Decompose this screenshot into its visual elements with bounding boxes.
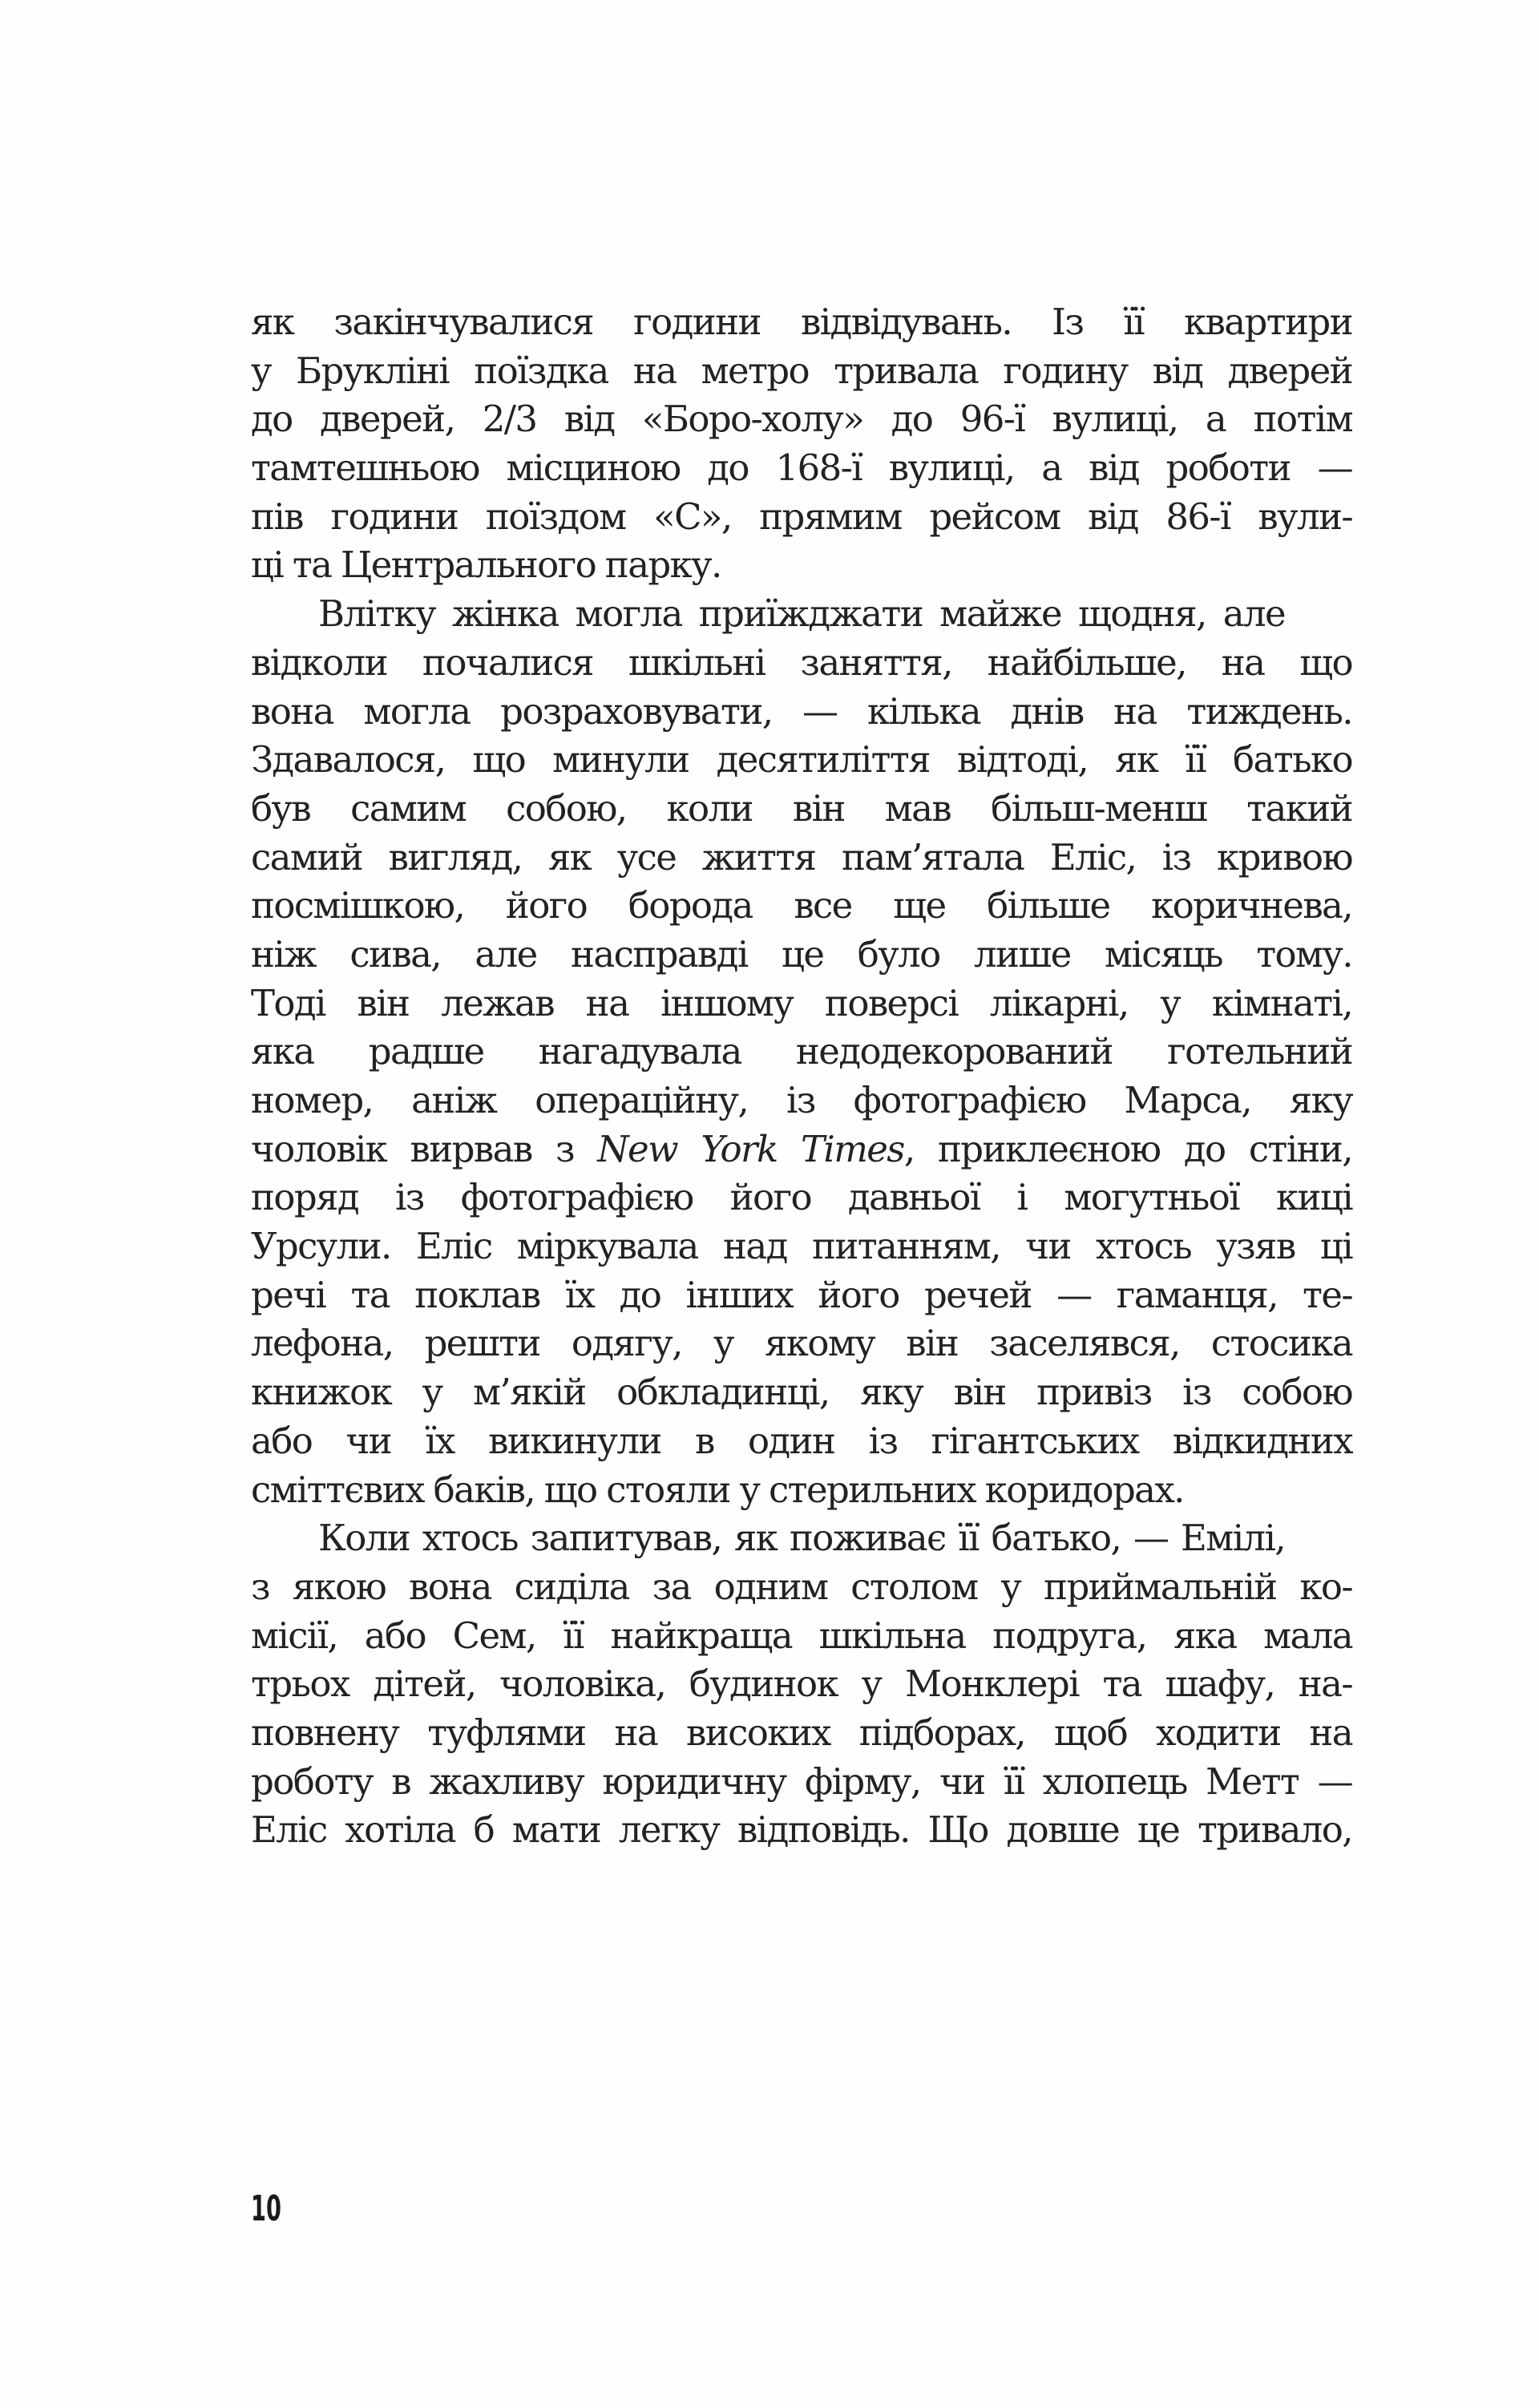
text-line: ніж сива, але насправді це було лише місяць тому. bbox=[251, 932, 1352, 976]
paragraph-3 bbox=[251, 1514, 1352, 1855]
text-line: у Брукліні поїздка на метро тривала годину від дверей bbox=[251, 349, 1352, 392]
newspaper-title: New York Times bbox=[597, 1127, 904, 1170]
text-line: лефона, решти одягу, у якому він заселявся, стосика bbox=[251, 1322, 1352, 1365]
text-line: Тоді він лежав на іншому поверсі лікарні, у кімнаті, bbox=[251, 981, 1352, 1024]
text-line: номер, аніж операційну, із фотографією Марса, яку bbox=[251, 1079, 1352, 1121]
text-line: вона могла розраховувати, — кілька днів на тиждень. bbox=[251, 689, 1352, 733]
text-line: поряд із фотографією його давньої і могутньої киці bbox=[251, 1176, 1352, 1219]
paragraph-2 bbox=[251, 590, 1352, 1514]
text-line: повнену туфлями на високих підборах, щоб ходити на bbox=[251, 1711, 1352, 1754]
text-line: з якою вона сиділа за одним столом у приймальній ко- bbox=[251, 1565, 1352, 1608]
text-line: ці та Центрального парку. bbox=[251, 543, 721, 587]
text-line: був самим собою, коли він мав більш-менш такий bbox=[251, 786, 1352, 830]
text-line: самий вигляд, як усе життя пам’ятала Еліс, із кривою bbox=[251, 835, 1352, 879]
paragraph-1 bbox=[251, 298, 1352, 590]
text-line: як закінчувалися години відвідувань. Із її квартири bbox=[251, 301, 1352, 343]
text-line: Здавалося, що минули десятиліття відтоді, як її батько bbox=[251, 738, 1352, 782]
text-line: трьох дітей, чоловіка, будинок у Монклері та шафу, на- bbox=[251, 1663, 1352, 1706]
text-line: посмішкою, його борода все ще більше коричнева, bbox=[251, 884, 1352, 927]
text-line: роботу в жахливу юридичну фірму, чи її хлопець Метт — bbox=[251, 1760, 1352, 1803]
text-line: відколи почалися шкільні заняття, найбільше, на що bbox=[251, 640, 1352, 684]
text-line: книжок у м’якій обкладинці, яку він привіз із собою bbox=[251, 1371, 1352, 1414]
text-line: яка радше нагадувала недодекорований готельний bbox=[251, 1030, 1352, 1073]
text-line: сміттєвих баків, що стояли у стерильних коридорах. bbox=[251, 1468, 1184, 1511]
text-line: пів години поїздом «С», прямим рейсом від 86-ї вули- bbox=[251, 495, 1352, 538]
text-line: речі та поклав їх до інших його речей — гаманця, те- bbox=[251, 1273, 1352, 1316]
body-text bbox=[251, 298, 1352, 1855]
text-fragment: , приклеєною до стіни, bbox=[903, 1127, 1353, 1170]
text-line: до дверей, 2/3 від «Боро-холу» до 96-ї вулиці, а потім bbox=[251, 398, 1352, 441]
text-line: тамтешньою місциною до 168-ї вулиці, а від роботи — bbox=[251, 446, 1352, 490]
page-number: 10 bbox=[251, 2188, 281, 2229]
text-line-with-italic bbox=[251, 1125, 1352, 1174]
text-line: Еліс хотіла б мати легку відповідь. Що довше це тривало, bbox=[251, 1808, 1352, 1852]
text-line: Урсули. Еліс міркувала над питанням, чи хтось узяв ці bbox=[251, 1225, 1352, 1268]
text-line: Влітку жінка могла приїжджати майже щодня, але bbox=[318, 592, 1285, 636]
text-fragment: чоловік вирвав з bbox=[251, 1127, 598, 1170]
text-line: Коли хтось запитував, як поживає її батько, — Емілі, bbox=[318, 1517, 1285, 1560]
text-line: або чи їх викинули в один із гігантських відкидних bbox=[251, 1419, 1352, 1462]
text-line: місії, або Сем, її найкраща шкільна подруга, яка мала bbox=[251, 1614, 1352, 1657]
